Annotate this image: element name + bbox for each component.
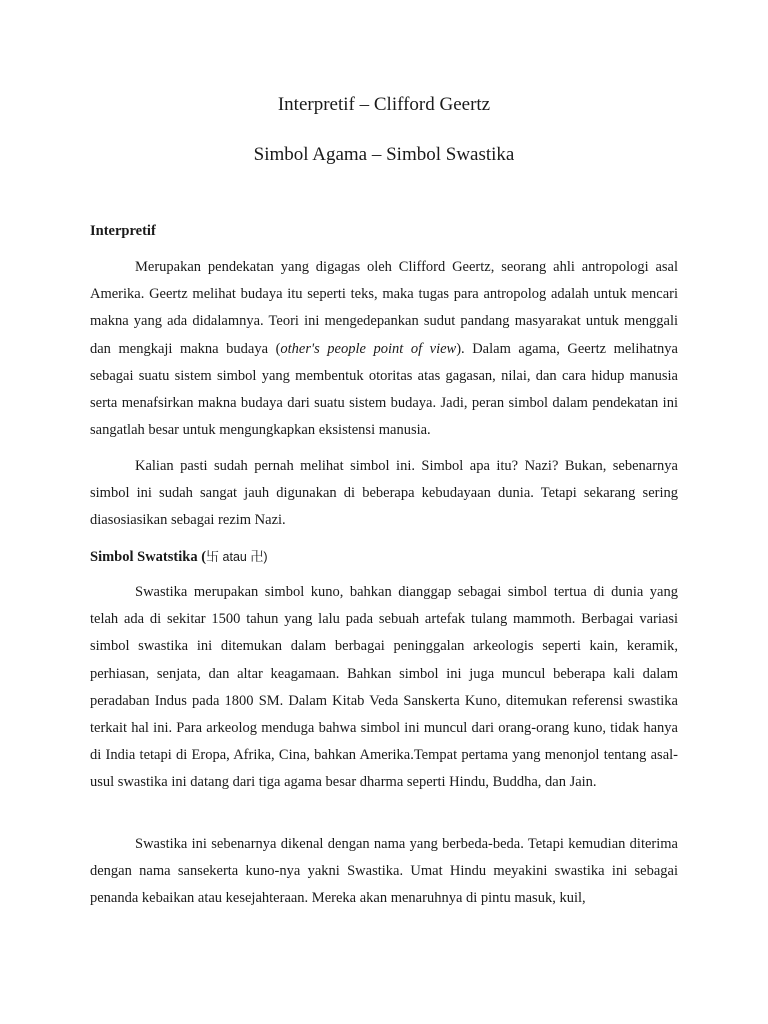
- document-title: Interpretif – Clifford Geertz: [277, 94, 491, 115]
- paragraph-text: Merupakan pendekatan yang digagas oleh Clifford Geertz, seorang ahli antropologi asal Amerika. Geertz melihat budaya itu seperti teks, maka tugas para antropolog adalah untuk mencari makna yang ada didalamnya. Teori ini mengedepankan sudut pandang masyarakat untuk menggali dan mengkaji makna budaya (: [90, 259, 678, 357]
- heading-text-mid: atau: [219, 550, 251, 564]
- paragraph-swastika-1: Swastika merupakan simbol kuno, bahkan dianggap sebagai simbol tertua di dunia yang telah ada di sekitar 1500 tahun yang lalu pada sebuah artefak tulang mammoth. Berbagai variasi simbol swastika ini ditemukan dalam berbagai peninggalan arkeologis seperti kain, keramik, perhiasan, senjata, dan altar keagamaan. Bahkan simbol ini juga muncul beberapa kali dalam peradaban Indus pada 1800 SM. Dalam Kitab Veda Sanskerta Kuno, ditemukan referensi swastika terkait hal ini. Para arkeolog menduga bahwa simbol ini muncul dari orang-orang kuno, tidak hanya di India tetapi di Eropa, Afrika, Cina, bahkan Amerika.Tempat pertama yang menonjol tentang asal-usul swastika ini datang dari tiga agama besar dharma seperti Hindu, Buddha, dan Jain.: [90, 584, 678, 791]
- section-heading-interpretif: Interpretif: [90, 223, 156, 239]
- section-heading-swastika: [90, 547, 268, 568]
- heading-text-end: ): [263, 550, 268, 564]
- paragraph-swastika-2: Swastika ini sebenarnya dikenal dengan nama yang berbeda-beda. Tetapi kemudian diterima dengan nama sansekerta kuno-nya yakni Swastika. Umat Hindu meyakini swastika ini sebagai penanda kebaikan atau kesejahteraan. Mereka akan menaruhnya di pintu masuk, kuil,: [90, 836, 678, 907]
- swastika-left-icon: 卍: [250, 550, 264, 565]
- document-subtitle: Simbol Agama – Simbol Swastika: [253, 144, 515, 165]
- heading-text: Simbol Swatstika (: [90, 549, 207, 565]
- paragraph-text: ). Dalam agama, Geertz melihatnya sebagai suatu sistem simbol yang membentuk otoritas atas gagasan, nilai, dan cara hidup manusia serta menafsirkan makna budaya dari suatu sistem budaya. Jadi, peran simbol dalam pendekatan ini sangatlah besar untuk mengungkapkan eksistensi manusia.: [90, 340, 678, 439]
- paragraph-interpretif-2: Kalian pasti sudah pernah melihat simbol ini. Simbol apa itu? Nazi? Bukan, sebenarnya simbol ini sudah sangat jauh digunakan di beberapa kebudayaan dunia. Tetapi sekarang sering diasosiasikan sebagai rezim Nazi.: [90, 458, 678, 529]
- paragraph-interpretif-1: [90, 254, 678, 444]
- italic-phrase: other's people point of view: [280, 340, 457, 357]
- swastika-right-icon: 卐: [206, 550, 220, 565]
